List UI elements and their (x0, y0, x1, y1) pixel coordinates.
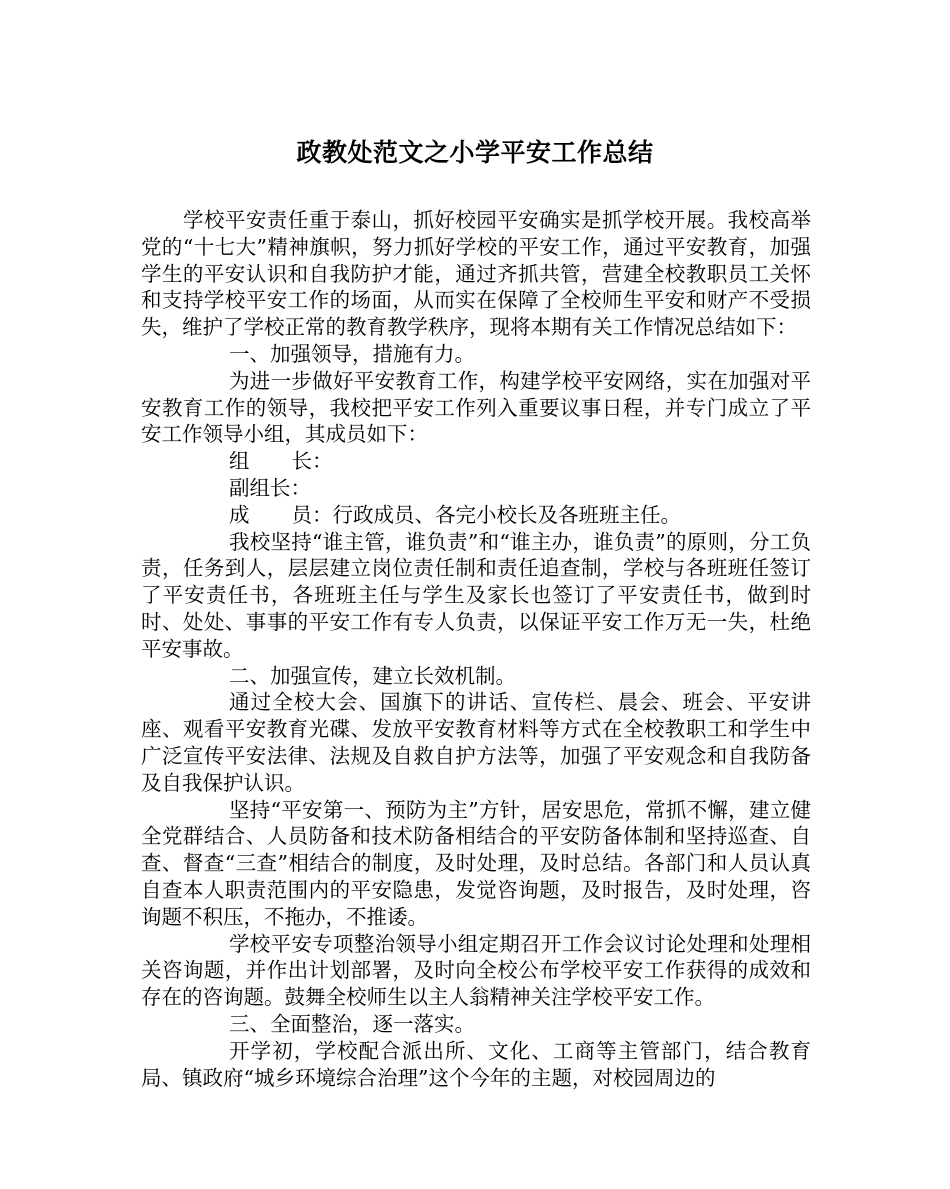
section-heading-2: 二、加强宣传，建立长效机制。 (229, 663, 516, 688)
paragraph-special-group: 学校平安专项整治领导小组定期召开工作会议讨论处理和处理相关咨询题，并作出计划部署，及时向全校公布学校平安工作获得的成效和存在的咨询题。鼓舞全校师生以主人翁精神关注学校平安工作。 (141, 931, 811, 1010)
paragraph-intro: 学校平安责任重于泰山，抓好校园平安确实是抓学校开展。我校高举党的“十七大”精神旗帜，努力抓好学校的平安工作，通过平安教育，加强学生的平安认识和自我防护才能，通过齐抓共管，营建全校教职员工关怀和支持学校平安工作的场面，从而实在保障了全校师生平安和财产不受损失，维护了学校正常的教育教学秩序，现将本期有关工作情况总结如下： (141, 208, 811, 340)
paragraph-responsibility: 我校坚持“谁主管，谁负责”和“谁主办，谁负责”的原则，分工负责，任务到人，层层建立岗位责任制和责任追查制，学校与各班班任签订了平安责任书，各班班主任与学生及家长也签订了平安责任书，做到时时、处处、事事的平安工作有专人负责，以保证平安工作万无一失，杜绝平安事故。 (141, 529, 811, 661)
leader-label-b: 长： (291, 449, 333, 474)
member-row-leader (141, 448, 811, 475)
section-heading-1: 一、加强领导，措施有力。 (229, 341, 475, 366)
member-row-deputy (141, 475, 811, 502)
paragraph-prevention: 坚持“平安第一、预防为主”方针，居安思危，常抓不懈，建立健全党群结合、人员防备和技术防备相结合的平安防备体制和坚持巡查、自查、督查“三查”相结合的制度，及时处理，及时总结。各部门和人员认真自查本人职责范围内的平安隐患，发觉咨询题，及时报告，及时处理，咨询题不积压，不拖办，不推诿。 (141, 797, 811, 929)
paragraph-start-of-term: 开学初，学校配合派出所、文化、工商等主管部门，结合教育局、镇政府“城乡环境综合治理”这个今年的主题，对校园周边的 (141, 1038, 811, 1090)
member-value: 行政成员、各完小校长及各班班主任。 (332, 502, 681, 527)
deputy-label: 副组长： (229, 475, 311, 500)
document-body (141, 207, 811, 1091)
document-title: 政教处范文之小学平安工作总结 (296, 138, 654, 167)
member-label-b: 员： (291, 502, 333, 527)
member-row-members (141, 502, 811, 529)
section-heading-3: 三、全面整治，逐一落实。 (229, 1011, 475, 1036)
paragraph-leadership: 为进一步做好平安教育工作，构建学校平安网络，实在加强对平安教育工作的领导，我校把平安工作列入重要议事日程，并专门成立了平安工作领导小组，其成员如下： (141, 368, 811, 447)
paragraph-publicity: 通过全校大会、国旗下的讲话、宣传栏、晨会、班会、平安讲座、观看平安教育光碟、发放平安教育材料等方式在全校教职工和学生中广泛宣传平安法律、法规及自救自护方法等，加强了平安观念和自我防备及自我保护认识。 (141, 690, 811, 795)
leader-label-a: 组 (229, 449, 250, 474)
member-label-a: 成 (229, 502, 250, 527)
